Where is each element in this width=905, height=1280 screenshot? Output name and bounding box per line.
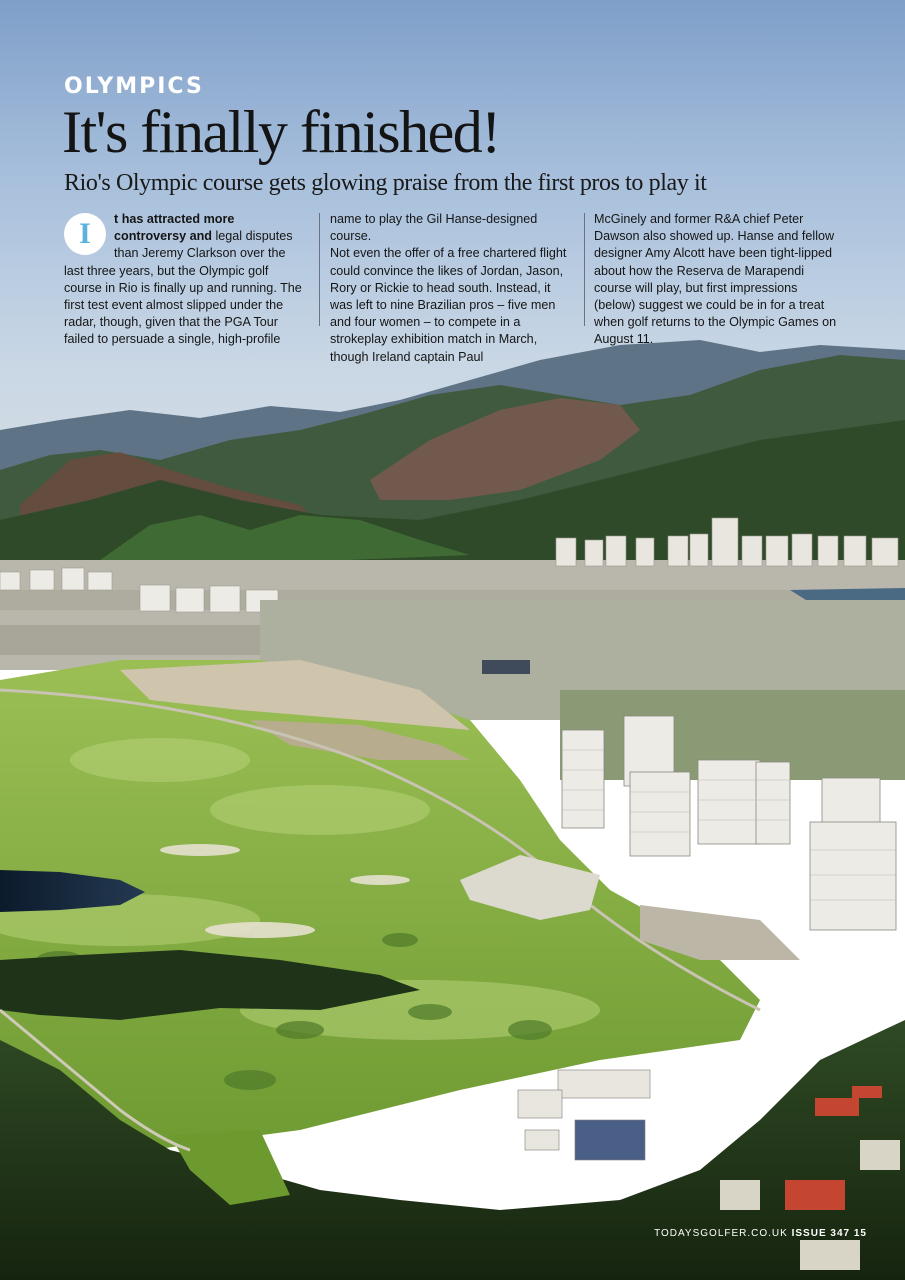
- body-text-col3: McGinely and former R&A chief Peter Dawson also showed up. Hanse and fellow designer Amy Alcott have been tight-lipped about how the Reserva de Marapendi course will play, but first impressions (below) suggest we could be in for a treat when golf returns to the Olympic Games on August 11.: [594, 212, 837, 347]
- column-divider: [584, 213, 585, 326]
- body-column-2: [330, 211, 574, 366]
- standfirst: Rio's Olympic course gets glowing praise from the first pros to play it: [64, 170, 707, 196]
- section-label: OLYMPICS: [64, 74, 204, 99]
- dropcap: I: [64, 213, 106, 255]
- body-text-col2: name to play the Gil Hanse-designed course. Not even the offer of a free chartered flight could convince the likes of Jordan, Jason, Rory or Rickie to head south. Instead, it was left to nine Brazilian pros – five men and four women – to compete in a strokeplay exhibition match in March, though Ireland captain Paul: [330, 212, 567, 364]
- body-column-3: [594, 211, 838, 349]
- body-text-col1: legal disputes than Jeremy Clarkson over the last three years, but the Olympic golf course in Rio is finally up and running. The first test event almost slipped under the radar, though, given that the PGA Tour failed to persuade a single, high-profile: [64, 229, 302, 347]
- body-lead-in: t has attracted more controversy and: [114, 212, 235, 244]
- footer-page-number: 15: [850, 1228, 867, 1239]
- column-divider: [319, 213, 320, 326]
- footer-issue: ISSUE 347: [791, 1228, 851, 1239]
- footer-website: TODAYSGOLFER.CO.UK: [654, 1228, 792, 1239]
- page-footer: [654, 1228, 867, 1239]
- headline: It's finally finished!: [62, 99, 500, 165]
- body-column-1: [64, 211, 308, 349]
